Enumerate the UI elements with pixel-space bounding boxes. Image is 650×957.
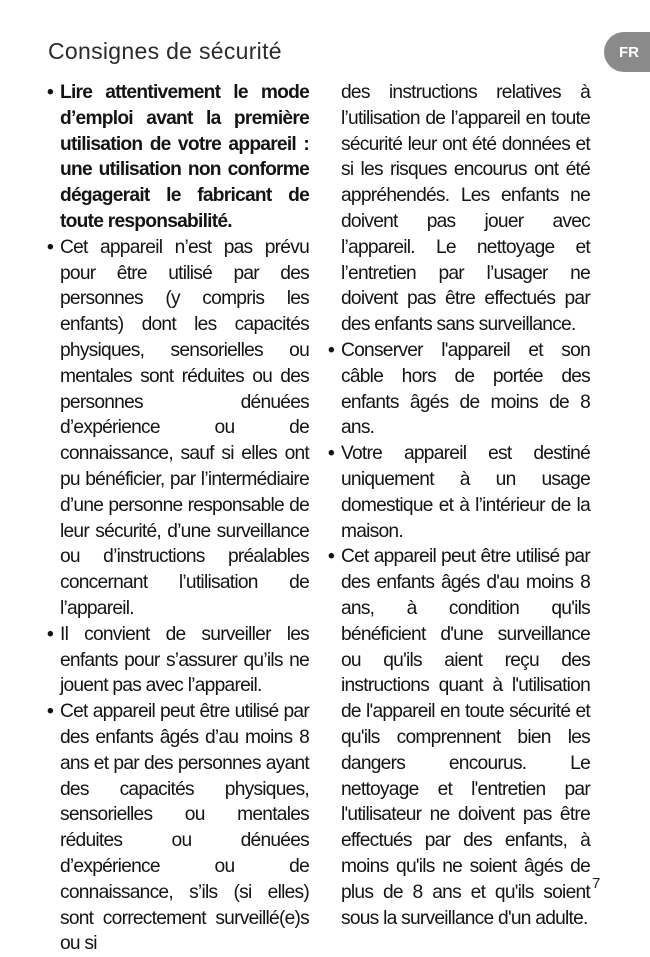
list-item-text: Votre appareil est destiné uniquement à un usage domestique et à l’intérieur de la maison. (341, 443, 590, 542)
list-item-text: Conserver l'appareil et son câble hors de portée des enfants âgés de moins de 8 ans. (341, 339, 590, 439)
bullet-icon: • (328, 546, 334, 568)
bullet-icon: • (47, 82, 53, 103)
list-item (47, 622, 309, 699)
list-item (328, 441, 590, 544)
list-item-text: Il convient de surveiller les enfants pour s’assurer qu’ils ne jouent pas avec l’appareil. (60, 623, 309, 697)
bullet-icon: • (328, 443, 334, 465)
page-title: Consignes de sécurité (48, 38, 282, 64)
list-item-text: Cet appareil n’est pas prévu pour être utilisé par des personnes (y compris les enfants) dont les capacités physiques, sensorielles ou mentales sont réduites ou des personnes dénuées d’expérience ou de connaissance, sauf si elles ont pu bénéficier, par l’intermédiaire d’une personne responsable de leur sécurité, d’une surveillance ou d’instructions préalables concernant l’utilisation de l’appareil. (60, 236, 309, 619)
bullet-icon: • (47, 701, 53, 723)
left-column (47, 80, 309, 957)
list-item-continuation (328, 80, 590, 338)
list-item (328, 544, 590, 931)
safety-list-left (47, 80, 309, 957)
list-item (328, 338, 590, 441)
bullet-icon: • (47, 623, 53, 645)
page-number: 7 (592, 875, 601, 892)
list-item (47, 235, 309, 622)
bullet-icon: • (47, 236, 53, 258)
list-item (47, 699, 309, 957)
list-item-text: des instructions relatives à l’utilisation de l’appareil en toute sécurité leur ont été données et si les risques encourus ont été appréhendés. Les enfants ne doivent pas jouer avec l’appareil. Le nettoyage et l’entretien par l’usager ne doivent pas être effectués par des enfants sans surveillance. (341, 82, 590, 336)
language-tab: FR (604, 32, 650, 72)
list-item-text: Cet appareil peut être utilisé par des enfants âgés d’au moins 8 ans et par des personnes ayant des capacités physiques, sensorielles ou mentales réduites ou dénuées d’expérience ou de connaissance, s’ils (si elles) sont correctement surveillé(e)s ou si (60, 701, 309, 955)
list-item-text: Lire attentivement le mode d’emploi avant la première utilisation de votre appareil : une utilisation non conforme dégagerait le fabricant de toute responsabilité. (60, 82, 309, 232)
list-item (47, 80, 309, 235)
list-item-text: Cet appareil peut être utilisé par des enfants âgés d'au moins 8 ans, à condition qu'ils bénéficient d'une surveillance ou qu'ils aient reçu des instructions quant à l'utilisation de l'appareil en toute sécurité et qu'ils comprennent bien les dangers encourus. Le nettoyage et l'entretien par l'utilisateur ne doivent pas être effectués par des enfants, à moins qu'ils ne soient âgés de plus de 8 ans et qu'ils soient sous la surveillance d'un adulte. (341, 546, 590, 929)
bullet-icon: • (328, 339, 334, 361)
right-column (328, 80, 590, 931)
safety-list-right (328, 80, 590, 931)
